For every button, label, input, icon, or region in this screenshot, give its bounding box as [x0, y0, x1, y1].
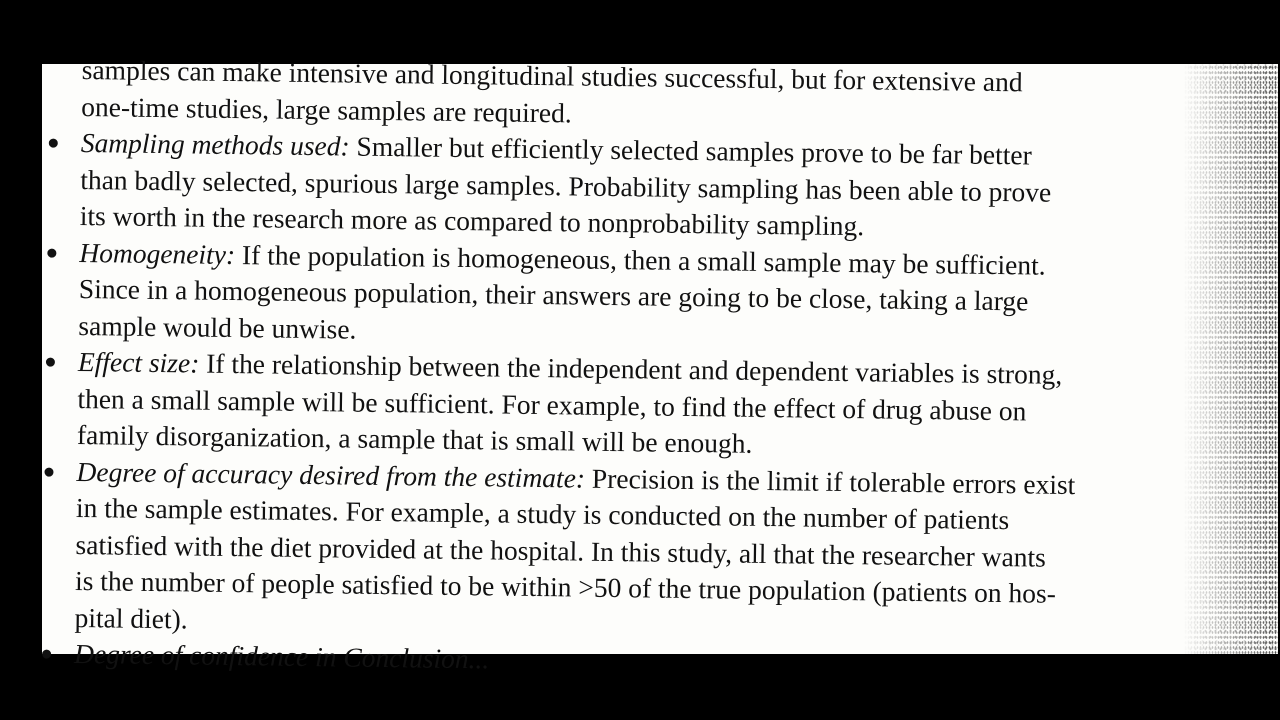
bullet-line: than badly selected, spurious large samples. Probability sampling has been able to prove: [80, 163, 1052, 208]
bullet-line: pital diet).: [74, 601, 188, 634]
intro-line-1: samples can make intensive and longitudinal studies successful, but for extensive and: [81, 53, 1023, 98]
bullet-degree-of-accuracy: [74, 453, 1226, 651]
bullet-term: Degree of accuracy desired from the estimate:: [76, 455, 586, 494]
bullet-dot-icon: [46, 358, 55, 367]
intro-line-2: one-time studies, large samples are required.: [81, 90, 572, 128]
bullet-line: family disorganization, a sample that is small will be enough.: [76, 418, 753, 459]
bullet-dot-icon: [42, 650, 51, 659]
page-text: [74, 52, 1232, 687]
bullet-sampling-methods: [80, 125, 1231, 250]
bullet-dot-icon: [44, 467, 53, 476]
bullet-dot-icon: [47, 248, 56, 257]
bullet-term: Homogeneity:: [79, 236, 236, 270]
bullet-line: then a small sample will be sufficient. For example, to find the effect of drug abuse on: [77, 382, 1027, 426]
bullet-text: If the relationship between the independent and dependent variables is strong,: [199, 347, 1063, 390]
bullet-term: Sampling methods used:: [80, 126, 350, 162]
bullet-text: Smaller but efficiently selected samples prove to be far better: [349, 130, 1032, 171]
bullet-term: Effect size:: [77, 345, 200, 379]
cut-off-line: Degree of confidence in Conclusion...: [73, 637, 490, 675]
bullet-text: If the population is homogeneous, then a small sample may be sufficient.: [234, 238, 1046, 281]
scanned-page: [42, 53, 1278, 675]
bullet-dot-icon: [49, 139, 58, 148]
bullet-homogeneity: [78, 234, 1229, 359]
bullet-effect-size: [77, 344, 1228, 469]
bullet-text: Precision is the limit if tolerable errors exist: [584, 462, 1076, 500]
bullet-line: in the sample estimates. For example, a study is conducted on the number of patients: [75, 491, 1010, 536]
bullet-line: Since in a homogeneous population, their answers are going to be close, taking a large: [78, 272, 1029, 317]
bullet-line: is the number of people satisfied to be within >50 of the true population (patients on hos-: [74, 564, 1057, 609]
bullet-line: satisfied with the diet provided at the hospital. In this study, all that the researcher wants: [75, 528, 1047, 573]
bullet-line: its worth in the research more as compared to nonprobability sampling.: [79, 199, 865, 242]
bullet-line: sample would be unwise.: [78, 309, 357, 345]
